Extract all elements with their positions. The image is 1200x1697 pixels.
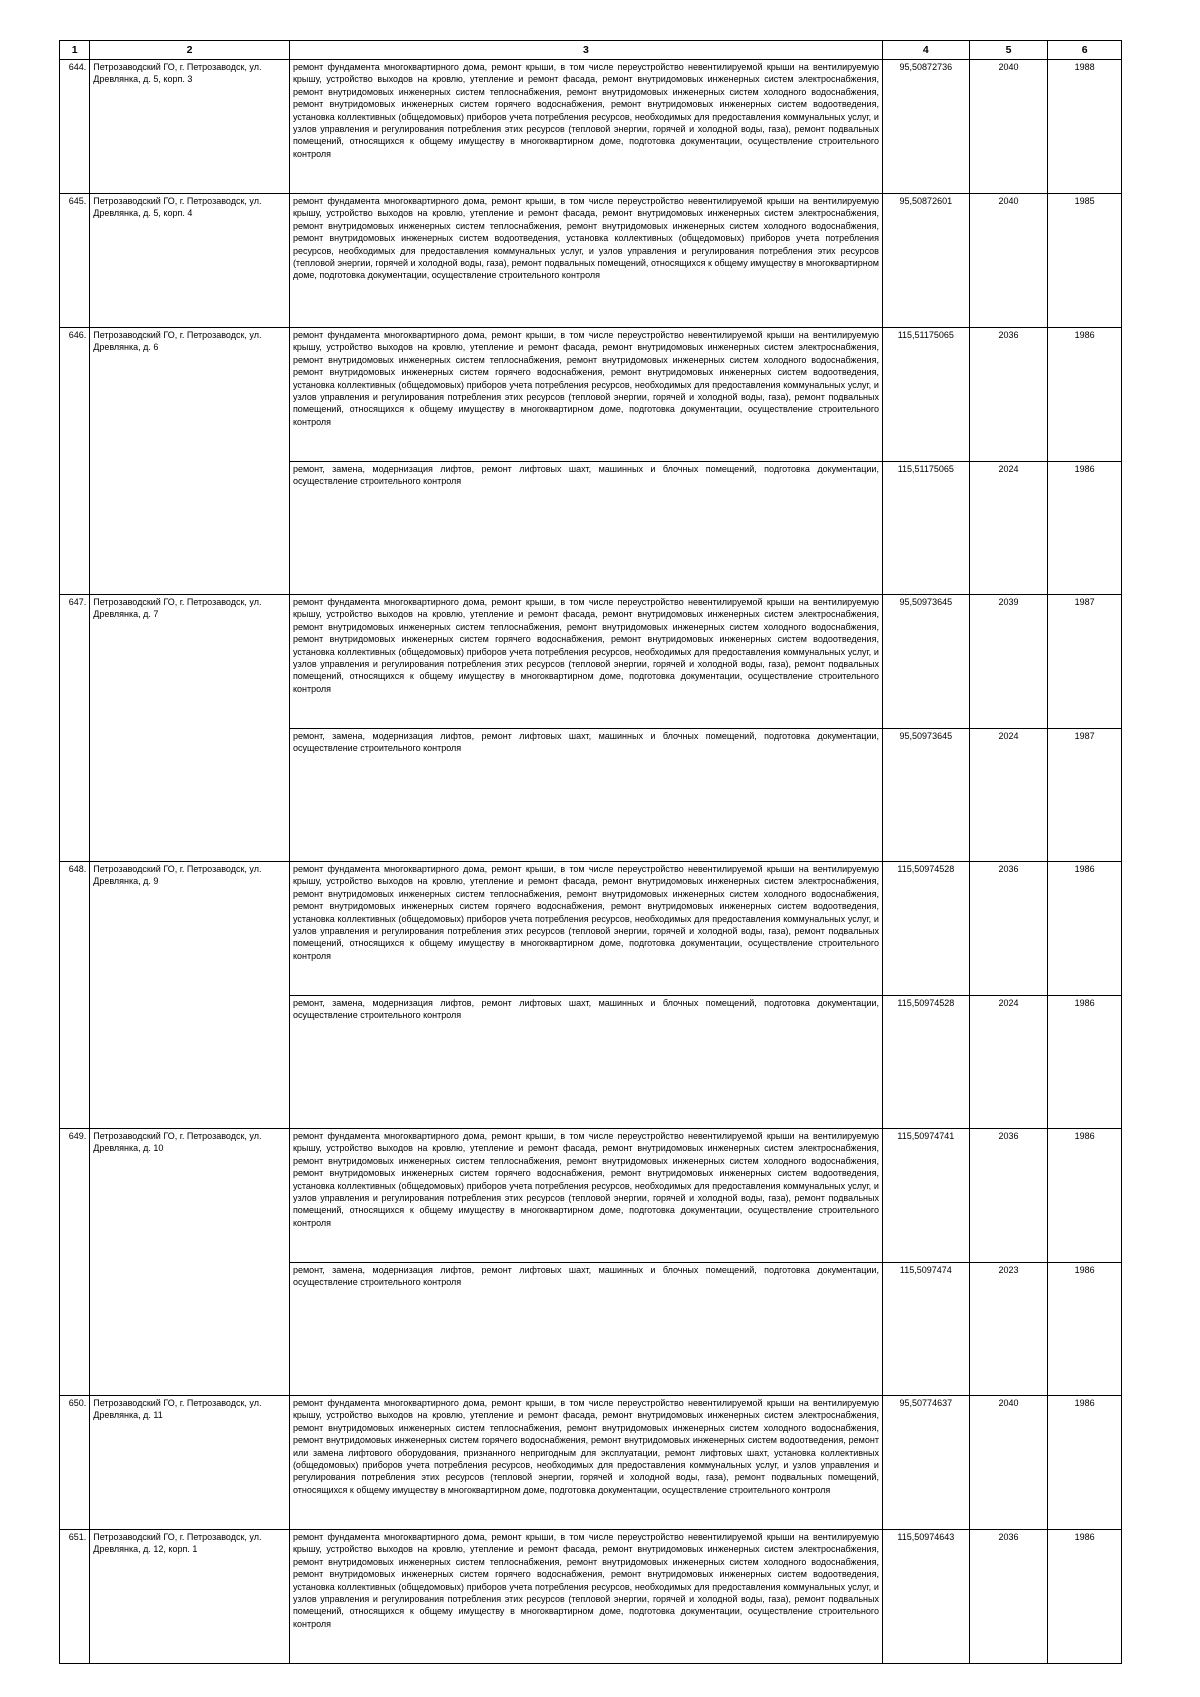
row-work: ремонт фундамента многоквартирного дома, ремонт крыши, в том числе переустройство невентилируемой крыши на вентилируемую крышу, устройство выходов на кровлю, утепление и ремонт фасада, ремонт внутридомовых инженерных систем электроснабжения, ремонт внутридомовых инженерных систем теплоснабжения, ремонт внутридомовых инженерных систем холодного водоснабжения, ремонт внутридомовых инженерных систем горячего водоснабжения, ремонт внутридомовых инженерных систем водоотведения, установка коллективных (общедомовых) приборов учета потребления ресурсов, необходимых для предоставления коммунальных услуг, и узлов управления и регулирования потребления этих ресурсов (тепловой энергии, горячей и холодной воды, газа), ремонт подвальных помещений, относящихся к общему имуществу в многоквартирном доме, подготовка документации, осуществление строительного контроля <box>289 1530 882 1664</box>
row-built: 1986 <box>1048 328 1122 462</box>
row-address: Петрозаводский ГО, г. Петрозаводск, ул. Древлянка, д. 10 <box>90 1129 290 1396</box>
header-col-5: 5 <box>969 41 1048 60</box>
row-number: 645. <box>60 194 90 328</box>
row-built: 1988 <box>1048 60 1122 194</box>
row-lift-work: ремонт, замена, модернизация лифтов, ремонт лифтовых шахт, машинных и блочных помещений, подготовка документации, осуществление строительного контроля <box>289 996 882 1129</box>
row-address: Петрозаводский ГО, г. Петрозаводск, ул. Древлянка, д. 12, корп. 1 <box>90 1530 290 1664</box>
row-number: 650. <box>60 1396 90 1530</box>
row-number: 644. <box>60 60 90 194</box>
row-lift-cost: 115,51175065 <box>882 462 969 595</box>
row-lift-work: ремонт, замена, модернизация лифтов, ремонт лифтовых шахт, машинных и блочных помещений, подготовка документации, осуществление строительного контроля <box>289 462 882 595</box>
row-address: Петрозаводский ГО, г. Петрозаводск, ул. Древлянка, д. 7 <box>90 595 290 862</box>
row-built: 1986 <box>1048 1396 1122 1530</box>
header-col-6: 6 <box>1048 41 1122 60</box>
row-lift-built: 1986 <box>1048 996 1122 1129</box>
row-built: 1987 <box>1048 595 1122 729</box>
row-year: 2040 <box>969 60 1048 194</box>
row-number: 651. <box>60 1530 90 1664</box>
row-lift-built: 1986 <box>1048 1263 1122 1396</box>
header-col-2: 2 <box>90 41 290 60</box>
row-built: 1986 <box>1048 1129 1122 1263</box>
row-work: ремонт фундамента многоквартирного дома, ремонт крыши, в том числе переустройство невентилируемой крыши на вентилируемую крышу, устройство выходов на кровлю, утепление и ремонт фасада, ремонт внутридомовых инженерных систем электроснабжения, ремонт внутридомовых инженерных систем теплоснабжения, ремонт внутридомовых инженерных систем холодного водоснабжения, ремонт внутридомовых инженерных систем горячего водоснабжения, ремонт внутридомовых инженерных систем водоотведения, установка коллективных (общедомовых) приборов учета потребления ресурсов, необходимых для предоставления коммунальных услуг, и узлов управления и регулирования потребления этих ресурсов (тепловой энергии, горячей и холодной воды, газа), ремонт подвальных помещений, относящихся к общему имуществу в многоквартирном доме, подготовка документации, осуществление строительного контроля <box>289 595 882 729</box>
row-work: ремонт фундамента многоквартирного дома, ремонт крыши, в том числе переустройство невентилируемой крыши на вентилируемую крышу, устройство выходов на кровлю, утепление и ремонт фасада, ремонт внутридомовых инженерных систем электроснабжения, ремонт внутридомовых инженерных систем теплоснабжения, ремонт внутридомовых инженерных систем холодного водоснабжения, ремонт внутридомовых инженерных систем водоотведения, установка коллективных (общедомовых) приборов учета потребления ресурсов, необходимых для предоставления коммунальных услуг, и узлов управления и регулирования потребления этих ресурсов (тепловой энергии, горячей и холодной воды, газа), ремонт подвальных помещений, относящихся к общему имуществу в многоквартирном доме, подготовка документации, осуществление строительного контроля <box>289 194 882 328</box>
table-header-row <box>60 41 1122 60</box>
table-row <box>60 60 1122 194</box>
row-address: Петрозаводский ГО, г. Петрозаводск, ул. Древлянка, д. 9 <box>90 862 290 1129</box>
capital-repair-table <box>59 40 1122 1664</box>
row-built: 1986 <box>1048 1530 1122 1664</box>
table-row <box>60 1396 1122 1530</box>
row-number: 647. <box>60 595 90 862</box>
row-lift-year: 2023 <box>969 1263 1048 1396</box>
table-row <box>60 1530 1122 1664</box>
header-col-1: 1 <box>60 41 90 60</box>
row-cost: 95,50872736 <box>882 60 969 194</box>
row-work: ремонт фундамента многоквартирного дома, ремонт крыши, в том числе переустройство невентилируемой крыши на вентилируемую крышу, устройство выходов на кровлю, утепление и ремонт фасада, ремонт внутридомовых инженерных систем электроснабжения, ремонт внутридомовых инженерных систем теплоснабжения, ремонт внутридомовых инженерных систем холодного водоснабжения, ремонт внутридомовых инженерных систем горячего водоснабжения, ремонт внутридомовых инженерных систем водоотведения, установка коллективных (общедомовых) приборов учета потребления ресурсов, необходимых для предоставления коммунальных услуг, и узлов управления и регулирования потребления этих ресурсов (тепловой энергии, горячей и холодной воды, газа), ремонт подвальных помещений, относящихся к общему имуществу в многоквартирном доме, подготовка документации, осуществление строительного контроля <box>289 60 882 194</box>
row-cost: 95,50774637 <box>882 1396 969 1530</box>
header-col-3: 3 <box>289 41 882 60</box>
row-lift-cost: 115,5097474 <box>882 1263 969 1396</box>
row-lift-built: 1987 <box>1048 729 1122 862</box>
row-address: Петрозаводский ГО, г. Петрозаводск, ул. Древлянка, д. 6 <box>90 328 290 595</box>
row-lift-year: 2024 <box>969 729 1048 862</box>
row-lift-work: ремонт, замена, модернизация лифтов, ремонт лифтовых шахт, машинных и блочных помещений, подготовка документации, осуществление строительного контроля <box>289 729 882 862</box>
row-work: ремонт фундамента многоквартирного дома, ремонт крыши, в том числе переустройство невентилируемой крыши на вентилируемую крышу, устройство выходов на кровлю, утепление и ремонт фасада, ремонт внутридомовых инженерных систем электроснабжения, ремонт внутридомовых инженерных систем теплоснабжения, ремонт внутридомовых инженерных систем холодного водоснабжения, ремонт внутридомовых инженерных систем горячего водоснабжения, ремонт внутридомовых инженерных систем водоотведения, установка коллективных (общедомовых) приборов учета потребления ресурсов, необходимых для предоставления коммунальных услуг, и узлов управления и регулирования потребления этих ресурсов (тепловой энергии, горячей и холодной воды, газа), ремонт подвальных помещений, относящихся к общему имуществу в многоквартирном доме, подготовка документации, осуществление строительного контроля <box>289 862 882 996</box>
table-row <box>60 862 1122 996</box>
row-lift-year: 2024 <box>969 462 1048 595</box>
table-row <box>60 194 1122 328</box>
row-year: 2036 <box>969 1129 1048 1263</box>
row-built: 1985 <box>1048 194 1122 328</box>
row-year: 2040 <box>969 1396 1048 1530</box>
row-cost: 95,50973645 <box>882 595 969 729</box>
row-year: 2036 <box>969 1530 1048 1664</box>
row-cost: 115,51175065 <box>882 328 969 462</box>
row-cost: 115,50974643 <box>882 1530 969 1664</box>
row-work: ремонт фундамента многоквартирного дома, ремонт крыши, в том числе переустройство невентилируемой крыши на вентилируемую крышу, устройство выходов на кровлю, утепление и ремонт фасада, ремонт внутридомовых инженерных систем электроснабжения, ремонт внутридомовых инженерных систем теплоснабжения, ремонт внутридомовых инженерных систем холодного водоснабжения, ремонт внутридомовых инженерных систем горячего водоснабжения, ремонт внутридомовых инженерных систем водоотведения, ремонт или замена лифтового оборудования, признанного непригодным для эксплуатации, ремонт лифтовых шахт, установка коллективных (общедомовых) приборов учета потребления ресурсов, необходимых для предоставления коммунальных услуг, и узлов управления и регулирования потребления этих ресурсов (тепловой энергии, горячей и холодной воды, газа), ремонт подвальных помещений, относящихся к общему имуществу в многоквартирном доме, подготовка документации, осуществление строительного контроля <box>289 1396 882 1530</box>
row-year: 2036 <box>969 328 1048 462</box>
row-address: Петрозаводский ГО, г. Петрозаводск, ул. Древлянка, д. 5, корп. 4 <box>90 194 290 328</box>
row-cost: 115,50974528 <box>882 862 969 996</box>
row-lift-year: 2024 <box>969 996 1048 1129</box>
row-number: 648. <box>60 862 90 1129</box>
row-lift-built: 1986 <box>1048 462 1122 595</box>
row-work: ремонт фундамента многоквартирного дома, ремонт крыши, в том числе переустройство невентилируемой крыши на вентилируемую крышу, устройство выходов на кровлю, утепление и ремонт фасада, ремонт внутридомовых инженерных систем электроснабжения, ремонт внутридомовых инженерных систем теплоснабжения, ремонт внутридомовых инженерных систем холодного водоснабжения, ремонт внутридомовых инженерных систем горячего водоснабжения, ремонт внутридомовых инженерных систем водоотведения, установка коллективных (общедомовых) приборов учета потребления ресурсов, необходимых для предоставления коммунальных услуг, и узлов управления и регулирования потребления этих ресурсов (тепловой энергии, горячей и холодной воды, газа), ремонт подвальных помещений, относящихся к общему имуществу в многоквартирном доме, подготовка документации, осуществление строительного контроля <box>289 328 882 462</box>
row-address: Петрозаводский ГО, г. Петрозаводск, ул. Древлянка, д. 5, корп. 3 <box>90 60 290 194</box>
row-lift-work: ремонт, замена, модернизация лифтов, ремонт лифтовых шахт, машинных и блочных помещений, подготовка документации, осуществление строительного контроля <box>289 1263 882 1396</box>
header-col-4: 4 <box>882 41 969 60</box>
row-cost: 95,50872601 <box>882 194 969 328</box>
table-row <box>60 1129 1122 1263</box>
row-lift-cost: 115,50974528 <box>882 996 969 1129</box>
row-year: 2036 <box>969 862 1048 996</box>
row-year: 2040 <box>969 194 1048 328</box>
row-lift-cost: 95,50973645 <box>882 729 969 862</box>
row-cost: 115,50974741 <box>882 1129 969 1263</box>
document-page <box>59 40 1122 1664</box>
row-address: Петрозаводский ГО, г. Петрозаводск, ул. Древлянка, д. 11 <box>90 1396 290 1530</box>
row-built: 1986 <box>1048 862 1122 996</box>
table-row <box>60 595 1122 729</box>
row-year: 2039 <box>969 595 1048 729</box>
row-number: 646. <box>60 328 90 595</box>
row-work: ремонт фундамента многоквартирного дома, ремонт крыши, в том числе переустройство невентилируемой крыши на вентилируемую крышу, устройство выходов на кровлю, утепление и ремонт фасада, ремонт внутридомовых инженерных систем электроснабжения, ремонт внутридомовых инженерных систем теплоснабжения, ремонт внутридомовых инженерных систем холодного водоснабжения, ремонт внутридомовых инженерных систем горячего водоснабжения, ремонт внутридомовых инженерных систем водоотведения, установка коллективных (общедомовых) приборов учета потребления ресурсов, необходимых для предоставления коммунальных услуг, и узлов управления и регулирования потребления этих ресурсов (тепловой энергии, горячей и холодной воды, газа), ремонт подвальных помещений, относящихся к общему имуществу в многоквартирном доме, подготовка документации, осуществление строительного контроля <box>289 1129 882 1263</box>
table-row <box>60 328 1122 462</box>
row-number: 649. <box>60 1129 90 1396</box>
